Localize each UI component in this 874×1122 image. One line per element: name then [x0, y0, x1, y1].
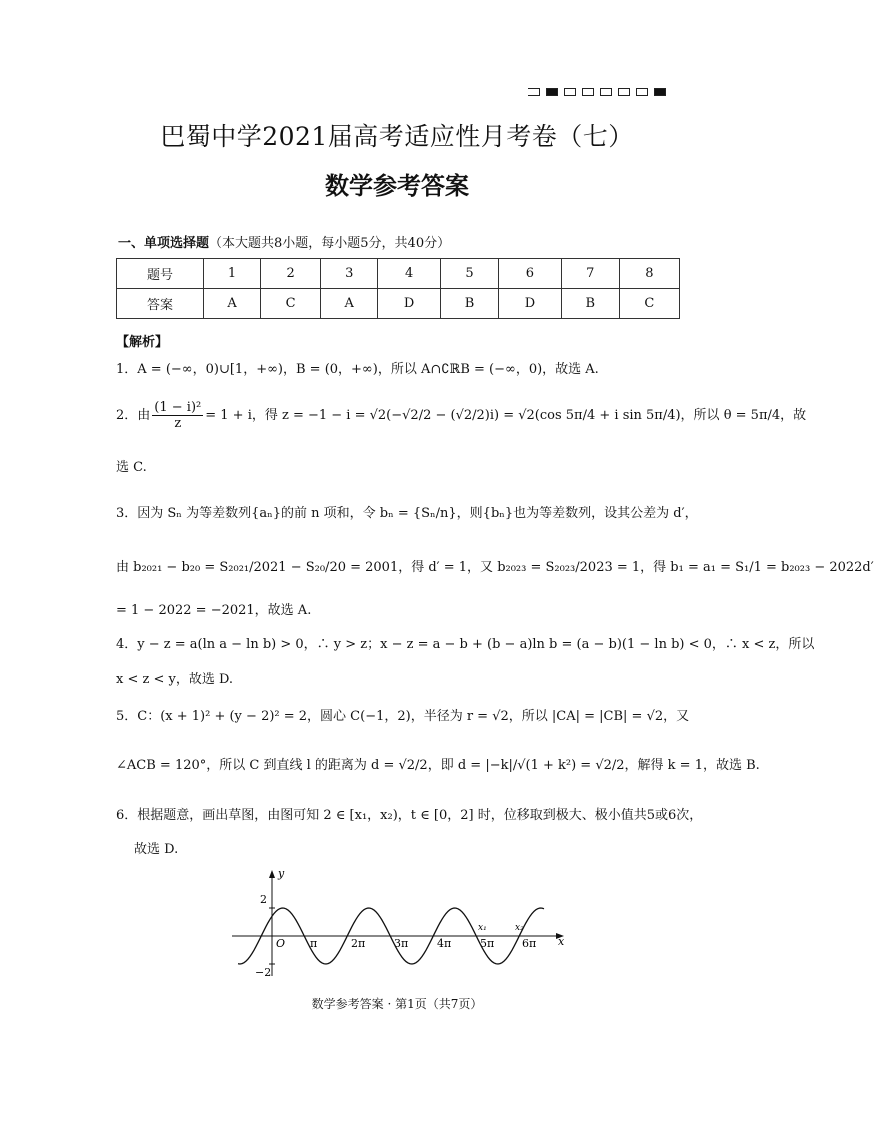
- table-cell: D: [499, 289, 562, 319]
- section-title: 一、单项选择题: [118, 236, 210, 251]
- point-label-x1: x₁: [478, 923, 487, 933]
- x-tick-label: 3π: [394, 937, 409, 950]
- fraction: [152, 400, 203, 431]
- y-axis-arrow: [269, 870, 275, 878]
- table-cell: C: [619, 289, 679, 319]
- x-tick-label: 4π: [437, 937, 452, 950]
- page-footer: 数学参考答案 · 第1页（共7页）: [311, 997, 483, 1011]
- table-cell: 1: [204, 259, 261, 289]
- page-title: 巴蜀中学2021届高考适应性月考卷（七）: [160, 122, 634, 151]
- page-subtitle: 数学参考答案: [325, 172, 469, 200]
- mark-box-filled: [654, 88, 666, 96]
- solution-2-lead: 2．由: [116, 408, 151, 423]
- x-tick-label: 6π: [522, 937, 537, 950]
- table-cell: B: [561, 289, 619, 319]
- table-row: [117, 289, 680, 319]
- table-cell: C: [261, 289, 321, 319]
- x-axis-label: x: [558, 935, 565, 948]
- mark-box-filled: [546, 88, 558, 96]
- row-label: 答案: [117, 289, 204, 319]
- solution-3: 3．因为 Sₙ 为等差数列{aₙ}的前 n 项和，令 bₙ = {Sₙ/n}，则{bₙ}也为等差数列，设其公差为 d′，: [116, 506, 698, 521]
- solution-2: [116, 400, 806, 431]
- solution-4: 4．y − z = a(ln a − ln b) > 0，∴ y > z；x − z = a − b + (b − a)ln b = (a − b)(1 − ln b) < 0，∴ x < z，所以: [116, 637, 815, 652]
- mark-box: [582, 88, 594, 96]
- table-cell: D: [378, 289, 441, 319]
- y-tick-label: −2: [255, 966, 272, 979]
- row-label: 题号: [117, 259, 204, 289]
- table-cell: 3: [321, 259, 378, 289]
- solution-1: 1．A = (−∞，0)∪[1，+∞)，B = (0，+∞)，所以 A∩∁ℝB = (−∞，0)，故选 A.: [116, 362, 599, 377]
- sine-graph: [228, 868, 573, 980]
- y-tick-label: 2: [260, 893, 267, 906]
- table-cell: A: [204, 289, 261, 319]
- solution-6-end: 故选 D.: [134, 842, 179, 857]
- solution-4-end: x < z < y，故选 D.: [116, 672, 234, 687]
- mark-box: [618, 88, 630, 96]
- x-tick-label: π: [310, 937, 318, 950]
- solution-2-rest: = 1 + i，得 z = −1 − i = √2(−√2/2 − (√2/2)i) = √2(cos 5π/4 + i sin 5π/4)，所以 θ = 5π/4，故: [205, 408, 807, 423]
- mark-box: [564, 88, 576, 96]
- solution-5-end: ∠ACB = 120°，所以 C 到直线 l 的距离为 d = √2/2，即 d = |−k|/√(1 + k²) = √2/2，解得 k = 1，故选 B.: [116, 758, 760, 773]
- section-note: （本大题共8小题，每小题5分，共40分）: [209, 236, 451, 251]
- solution-3-end: = 1 − 2022 = −2021，故选 A.: [116, 603, 312, 618]
- section-heading: [118, 232, 450, 251]
- solution-6: 6．根据题意，画出草图，由图可知 2 ∈ [x₁，x₂)，t ∈ [0，2] 时，位移取到极大、极小值共5或6次，: [116, 808, 703, 823]
- table-cell: 4: [378, 259, 441, 289]
- header-mark: [528, 88, 666, 98]
- origin-label: O: [276, 937, 286, 950]
- solution-2-end: 选 C.: [116, 460, 147, 475]
- x-tick-label: 2π: [351, 937, 366, 950]
- table-cell: 7: [561, 259, 619, 289]
- solution-3-cont: 由 b₂₀₂₁ − b₂₀ = S₂₀₂₁/2021 − S₂₀/20 = 2001，得 d′ = 1，又 b₂₀₂₃ = S₂₀₂₃/2023 = 1，得 b₁ = a₁ = S₁/1 = b₂₀₂₃ − 2022d′: [116, 560, 874, 575]
- table-cell: 6: [499, 259, 562, 289]
- table-cell: A: [321, 289, 378, 319]
- x-tick-label: 5π: [480, 937, 495, 950]
- mark-box: [636, 88, 648, 96]
- table-cell: 5: [441, 259, 499, 289]
- table-cell: B: [441, 289, 499, 319]
- y-axis-label: y: [278, 867, 285, 880]
- analysis-label: 【解析】: [116, 335, 169, 350]
- fraction-denominator: z: [174, 416, 182, 431]
- solution-5: 5．C：(x + 1)² + (y − 2)² = 2，圆心 C(−1，2)，半径为 r = √2，所以 |CA| = |CB| = √2，又: [116, 709, 690, 724]
- table-row: [117, 259, 680, 289]
- mark-box: [528, 88, 540, 96]
- table-cell: 8: [619, 259, 679, 289]
- fraction-numerator: (1 − i)²: [154, 400, 202, 415]
- point-label-x2: x₂: [515, 923, 524, 933]
- table-cell: 2: [261, 259, 321, 289]
- answer-table: [116, 258, 680, 319]
- mark-box: [600, 88, 612, 96]
